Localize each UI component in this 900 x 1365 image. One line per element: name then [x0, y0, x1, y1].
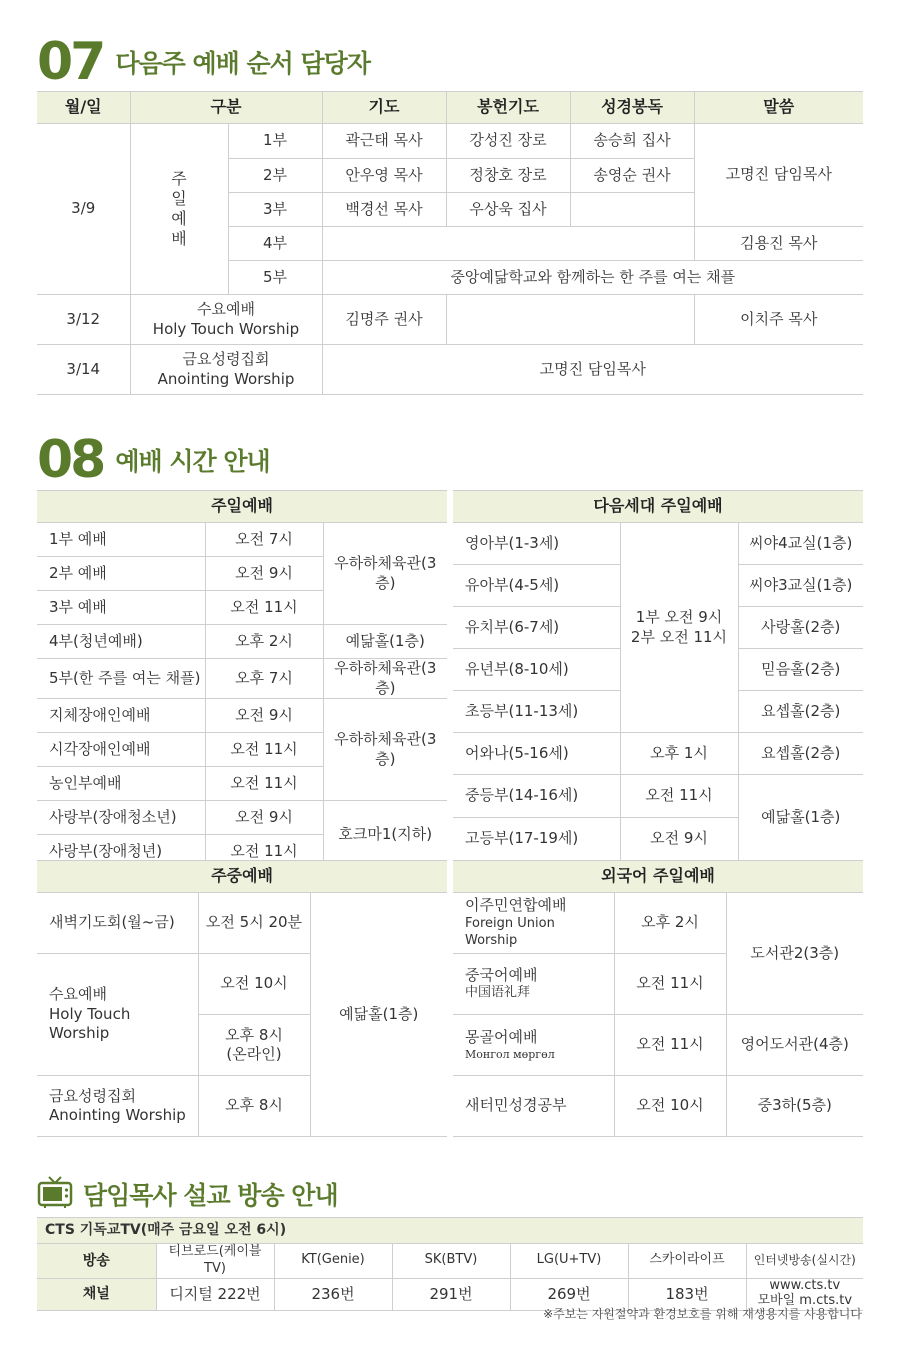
col-reading: 성경봉독: [570, 92, 694, 124]
foreign-row-place: 중3하(5층): [726, 1076, 863, 1137]
sun-row-time: 오전 7시: [205, 523, 323, 557]
next-row-time: 오후 1시: [620, 733, 738, 775]
broadcaster: 인터넷방송(실시간): [746, 1244, 863, 1279]
part-2: 2부: [228, 159, 322, 193]
sun-row-name: 2부 예배: [37, 557, 205, 591]
foreign-row-time: 오전 10시: [614, 1076, 726, 1137]
part-3: 3부: [228, 193, 322, 227]
sunday-date: 3/9: [37, 124, 130, 295]
mid-wed-time2-online: (온라인): [226, 1045, 282, 1063]
r2-prayer: 안우영 목사: [322, 159, 446, 193]
mid-header: 주중예배: [37, 861, 447, 893]
mid-fri-time: 오후 8시: [198, 1076, 310, 1137]
mid-fri-name: [37, 1076, 198, 1137]
next-row-place: 사랑홀(2층): [738, 607, 863, 649]
next-row-time: 오전 11시: [620, 775, 738, 818]
next-row-name: 고등부(17-19세): [453, 818, 620, 861]
broadcaster: SK(BTV): [392, 1244, 510, 1279]
next-row-name: 영아부(1-3세): [453, 523, 620, 565]
part-4: 4부: [228, 227, 322, 261]
wed-name: [130, 295, 322, 345]
r1-offering: 강성진 장로: [446, 124, 570, 159]
sun-row-time: 오전 11시: [205, 591, 323, 625]
section-number: 07: [37, 32, 104, 92]
next-row-place: 요셉홀(2층): [738, 733, 863, 775]
foreign-row-name: [453, 1015, 614, 1076]
next-header: 다음세대 주일예배: [453, 491, 863, 523]
sun-row-name: 시각장애인예배: [37, 733, 205, 767]
broadcast-heading: [37, 1175, 338, 1213]
sun-row-time: 오후 7시: [205, 659, 323, 699]
foreign-name: 중국어예배: [465, 965, 538, 984]
r4-sermon: 김용진 목사: [694, 227, 863, 261]
r3-prayer: 백경선 목사: [322, 193, 446, 227]
mobile-url: 모바일 m.cts.tv: [757, 1293, 853, 1309]
col-offering-prayer: 봉헌기도: [446, 92, 570, 124]
sun-row-time: 오전 9시: [205, 699, 323, 733]
sun-place-d: 우하하체육관(3층): [323, 699, 447, 801]
sun-row-name: 1부 예배: [37, 523, 205, 557]
sun-row-name: 사랑부(장애청년): [37, 835, 205, 869]
next-row-place: 씨야3교실(1층): [738, 565, 863, 607]
next-row-name: 유치부(6-7세): [453, 607, 620, 649]
foreign-header: 외국어 주일예배: [453, 861, 863, 893]
mid-place: 예닮홀(1층): [310, 893, 447, 1137]
sun-row-time: 오전 11시: [205, 767, 323, 801]
next-gen-table: [453, 490, 863, 861]
channel: 236번: [274, 1278, 392, 1310]
wed-date: 3/12: [37, 295, 130, 345]
broadcast-title: 담임목사 설교 방송 안내: [83, 1181, 338, 1210]
wed-empty: [446, 295, 694, 345]
wed-name-ko: 수요예배: [197, 300, 255, 318]
mid-wed-time2-main: 오후 8시: [225, 1025, 283, 1044]
section-08-heading: [37, 430, 270, 490]
r1-reading: 송승희 집사: [570, 124, 694, 159]
sunday-worship-table: [37, 490, 447, 869]
sunday-label: [130, 124, 228, 295]
next-row-name: 유아부(4-5세): [453, 565, 620, 607]
fri-all: 고명진 담임목사: [322, 345, 863, 395]
broadcast-table: [37, 1217, 863, 1311]
sun-place-e: 호크마1(지하): [323, 801, 447, 869]
channel: 183번: [628, 1278, 746, 1310]
sun-row-time: 오후 2시: [205, 625, 323, 659]
sun-row-name: 지체장애인예배: [37, 699, 205, 733]
sun-row-time: 오전 11시: [205, 835, 323, 869]
foreign-row-time: 오후 2시: [614, 893, 726, 954]
r2-offering: 정창호 장로: [446, 159, 570, 193]
sun-place-b: 예닮홀(1층): [323, 625, 447, 659]
channel: 269번: [510, 1278, 628, 1310]
section-title: 다음주 예배 순서 담당자: [115, 49, 370, 78]
sermon-123: 고명진 담임목사: [694, 124, 863, 227]
foreign-name: 몽골어예배: [465, 1028, 538, 1047]
mid-wed-en: Holy Touch Worship: [49, 1004, 131, 1043]
foreign-sub: 中国语礼拜: [465, 985, 531, 1001]
section-07-heading: [37, 32, 370, 92]
sun-place-a: 우하하체육관(3층): [323, 523, 447, 625]
sun-row-time: 오전 9시: [205, 557, 323, 591]
foreign-table: [453, 860, 863, 1137]
broadcaster: LG(U+TV): [510, 1244, 628, 1279]
fri-name-ko: 금요성령집회: [182, 350, 270, 368]
fri-date: 3/14: [37, 345, 130, 395]
sun-row-name: 4부(청년예배): [37, 625, 205, 659]
next-place-merged: 예닮홀(1층): [738, 775, 863, 861]
part-5: 5부: [228, 261, 322, 295]
broadcaster: 스카이라이프: [628, 1244, 746, 1279]
foreign-place-merged: 도서관2(3층): [726, 893, 863, 1015]
label-broadcast: 방송: [37, 1244, 156, 1279]
next-row-time: 오전 9시: [620, 818, 738, 861]
sun-row-name: 농인부예배: [37, 767, 205, 801]
sun-place-c: 우하하체육관(3층): [323, 659, 447, 699]
wed-sermon: 이치주 목사: [694, 295, 863, 345]
foreign-row-time: 오전 11시: [614, 1015, 726, 1076]
col-type: 구분: [130, 92, 322, 124]
next-time-1: 1부 오전 9시: [635, 608, 723, 626]
foreign-row-name: [453, 893, 614, 954]
wed-name-en: Holy Touch Worship: [152, 319, 300, 338]
mid-wed-time2: [198, 1015, 310, 1076]
sun-row-time: 오전 11시: [205, 733, 323, 767]
next-row-place: 요셉홀(2층): [738, 691, 863, 733]
next-time-merged: [620, 523, 738, 733]
r3-reading-empty: [570, 193, 694, 227]
foreign-sub: Foreign Union Worship: [465, 915, 555, 948]
channel: 291번: [392, 1278, 510, 1310]
next-row-place: 씨야4교실(1층): [738, 523, 863, 565]
r1-prayer: 곽근태 목사: [322, 124, 446, 159]
sun-row-time: 오전 9시: [205, 801, 323, 835]
label-channel: 채널: [37, 1278, 156, 1310]
section-number: 08: [37, 430, 104, 490]
foreign-row-name: [453, 954, 614, 1015]
fri-name: [130, 345, 322, 395]
service-roles-table: [37, 91, 863, 395]
mid-dawn-time: 오전 5시 20분: [198, 893, 310, 954]
next-row-place: 믿음홀(2층): [738, 649, 863, 691]
r2-reading: 송영순 권사: [570, 159, 694, 193]
web-url: www.cts.tv: [769, 1278, 841, 1294]
sun-row-name: 3부 예배: [37, 591, 205, 625]
next-time-2: 2부 오전 11시: [630, 627, 728, 646]
r3-offering: 우상욱 집사: [446, 193, 570, 227]
cts-line: CTS 기독교TV(매주 금요일 오전 6시): [37, 1218, 863, 1244]
mid-wed-ko: 수요예배: [49, 985, 107, 1004]
foreign-row-time: 오전 11시: [614, 954, 726, 1015]
r5-chapel: 중앙예닮학교와 함께하는 한 주를 여는 채플: [322, 261, 863, 295]
col-prayer: 기도: [322, 92, 446, 124]
r4-empty: [322, 227, 694, 261]
mid-fri-en: Anointing Worship: [49, 1106, 186, 1124]
channel: 디지털 222번: [156, 1278, 274, 1310]
mid-wed-time1: 오전 10시: [198, 954, 310, 1015]
section-title: 예배 시간 안내: [115, 447, 270, 476]
mid-dawn-name: 새벽기도회(월~금): [37, 893, 198, 954]
foreign-name: 이주민연합예배: [465, 896, 567, 915]
broadcaster: 티브로드(케이블TV): [156, 1244, 274, 1279]
next-row-name: 중등부(14-16세): [453, 775, 620, 818]
col-sermon: 말씀: [694, 92, 863, 124]
sun-row-name: 사랑부(장애청소년): [37, 801, 205, 835]
foreign-row-place: 영어도서관(4층): [726, 1015, 863, 1076]
mid-fri-ko: 금요성령집회: [49, 1086, 136, 1105]
sunday-header: 주일예배: [37, 491, 447, 523]
broadcaster: KT(Genie): [274, 1244, 392, 1279]
next-row-name: 어와나(5-16세): [453, 733, 620, 775]
wed-prayer: 김명주 권사: [322, 295, 446, 345]
next-row-name: 초등부(11-13세): [453, 691, 620, 733]
fri-name-en: Anointing Worship: [157, 369, 295, 388]
midweek-table: [37, 860, 447, 1137]
sun-row-name: 5부(한 주를 여는 채플): [37, 659, 205, 699]
foreign-sub: Монгол мөргөл: [465, 1047, 555, 1061]
col-date: 월/일: [37, 92, 130, 124]
next-row-name: 유년부(8-10세): [453, 649, 620, 691]
sunday-label-text: 주 일 예 배: [171, 169, 187, 248]
mid-wed-name: [37, 954, 198, 1076]
tv-icon: [37, 1175, 73, 1213]
recycled-paper-note: ※주보는 자원절약과 환경보호를 위해 재생용지를 사용합니다: [543, 1307, 862, 1321]
foreign-row-name: 새터민성경공부: [453, 1076, 614, 1137]
part-1: 1부: [228, 124, 322, 159]
